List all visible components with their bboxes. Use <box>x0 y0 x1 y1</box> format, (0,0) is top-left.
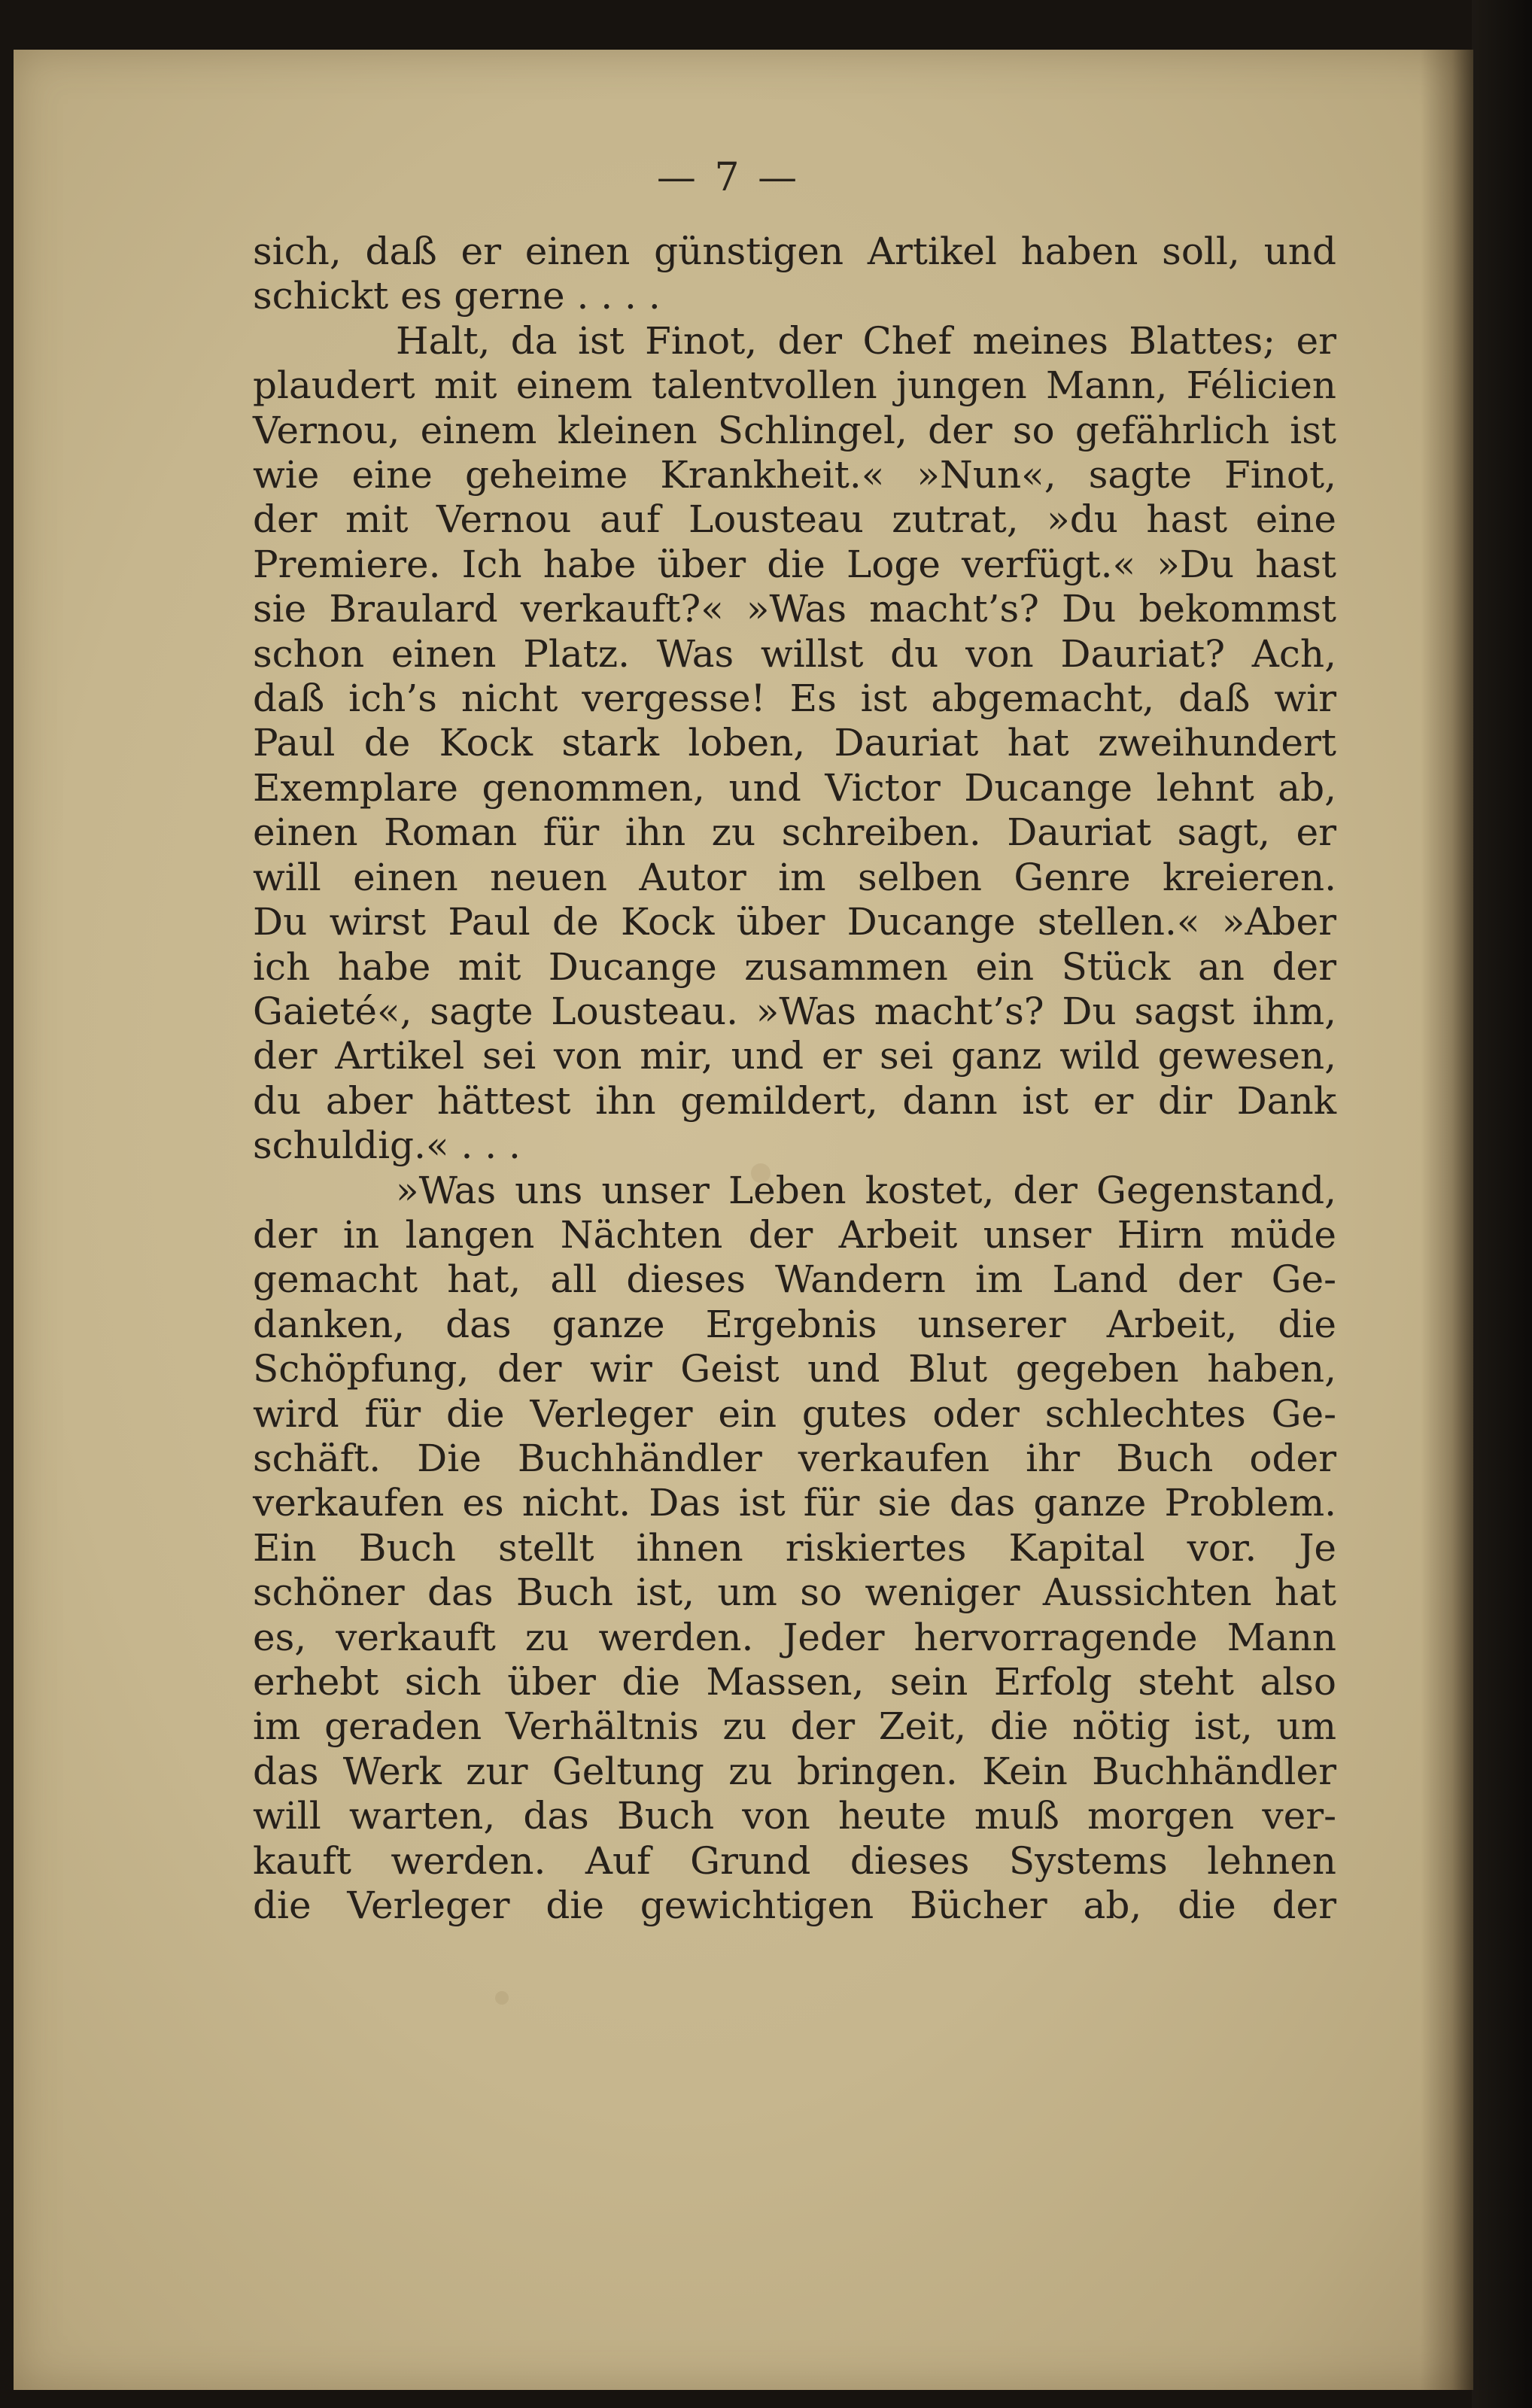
page-number: — 7 — <box>656 155 801 200</box>
page-gutter-shadow <box>1421 50 1473 2390</box>
text-line: will einen neuen Autor im selben Genre kreieren. <box>253 855 1336 899</box>
text-line: Schöpfung, der wir Geist und Blut gegeben haben, <box>253 1347 1336 1391</box>
text-line: schuldig.« . . . <box>253 1123 521 1168</box>
text-line: erhebt sich über die Massen, sein Erfolg steht also <box>253 1660 1336 1704</box>
text-line: wie eine geheime Krankheit.« »Nun«, sagte Finot, <box>253 453 1336 497</box>
text-line: schäft. Die Buchhändler verkaufen ihr Buch oder <box>253 1436 1336 1480</box>
text-line: will warten, das Buch von heute muß morgen ver- <box>253 1794 1336 1838</box>
text-line: verkaufen es nicht. Das ist für sie das ganze Problem. <box>253 1481 1336 1525</box>
text-line: im geraden Verhältnis zu der Zeit, die nötig ist, um <box>253 1704 1336 1749</box>
text-line: wird für die Verleger ein gutes oder schlechtes Ge- <box>253 1391 1336 1436</box>
text-line: schöner das Buch ist, um so weniger Aussichten hat <box>253 1570 1336 1615</box>
text-line: Halt, da ist Finot, der Chef meines Blattes; er <box>396 318 1336 363</box>
text-line: »Was uns unser Leben kostet, der Gegenstand, <box>396 1168 1336 1212</box>
text-line: sie Braulard verkauft?« »Was macht’s? Du bekommst <box>253 587 1336 631</box>
text-line: Du wirst Paul de Kock über Ducange stellen.« »Aber <box>253 900 1336 944</box>
text-line: plaudert mit einem talentvollen jungen Mann, Félicien <box>253 363 1336 408</box>
text-line: sich, daß er einen günstigen Artikel haben soll, und <box>253 230 1336 273</box>
text-line: Premiere. Ich habe über die Loge verfügt.« »Du hast <box>253 542 1336 586</box>
text-line: die Verleger die gewichtigen Bücher ab, die der <box>253 1884 1336 1928</box>
text-line: kauft werden. Auf Grund dieses Systems lehnen <box>253 1838 1336 1883</box>
text-line: Gaieté«, sagte Lousteau. »Was macht’s? Du sagst ihm, <box>253 989 1336 1033</box>
text-line: Ein Buch stellt ihnen riskiertes Kapital vor. Je <box>253 1525 1336 1570</box>
text-line: schickt es gerne . . . . <box>253 274 661 318</box>
paper-stain <box>495 1991 509 2005</box>
text-line: der Artikel sei von mir, und er sei ganz wild gewesen, <box>253 1034 1336 1078</box>
text-line: der in langen Nächten der Arbeit unser Hirn müde <box>253 1212 1336 1257</box>
book-binding <box>1472 0 1532 2408</box>
text-line: du aber hättest ihn gemildert, dann ist er dir Dank <box>253 1078 1336 1123</box>
text-line: daß ich’s nicht vergesse! Es ist abgemacht, daß wir <box>253 676 1336 721</box>
text-line: ich habe mit Ducange zusammen ein Stück an der <box>253 944 1336 989</box>
text-line: das Werk zur Geltung zu bringen. Kein Buchhändler <box>253 1749 1336 1793</box>
text-line: danken, das ganze Ergebnis unserer Arbeit, die <box>253 1302 1336 1346</box>
text-line: gemacht hat, all dieses Wandern im Land der Ge- <box>253 1257 1336 1302</box>
text-line: einen Roman für ihn zu schreiben. Dauriat sagt, er <box>253 810 1336 855</box>
text-line: Vernou, einem kleinen Schlingel, der so gefährlich ist <box>253 408 1336 452</box>
text-line: Exemplare genommen, und Victor Ducange lehnt ab, <box>253 765 1336 810</box>
text-line: es, verkauft zu werden. Jeder hervorragende Mann <box>253 1615 1336 1659</box>
text-line: der mit Vernou auf Lousteau zutrat, »du hast eine <box>253 497 1336 542</box>
text-line: Paul de Kock stark loben, Dauriat hat zweihundert <box>253 721 1336 765</box>
text-line: schon einen Platz. Was willst du von Dauriat? Ach, <box>253 631 1336 676</box>
body-text <box>253 230 1336 1928</box>
